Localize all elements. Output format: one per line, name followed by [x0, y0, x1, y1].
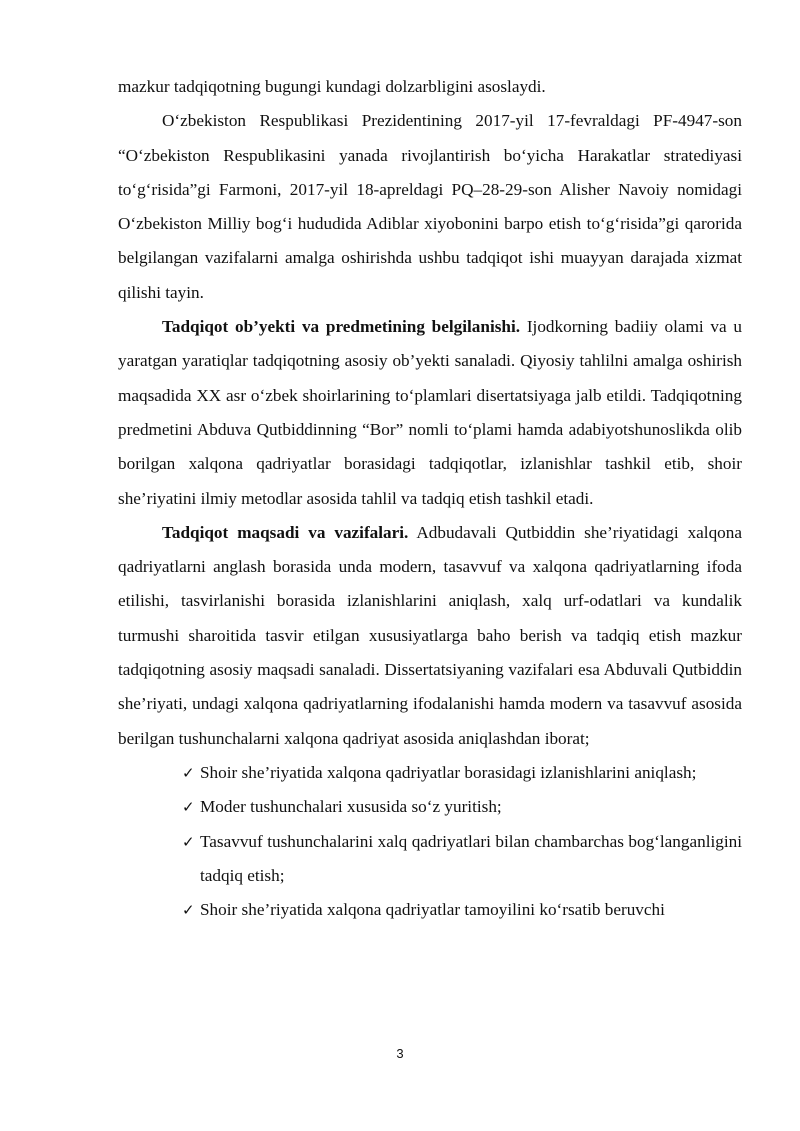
- list-item-text: Moder tushunchalari xususida so‘z yuritish;: [200, 797, 502, 817]
- task-list: [118, 756, 742, 927]
- paragraph-legal-basis: O‘zbekiston Respublikasi Prezidentining 2017-yil 17-fevraldagi PF-4947-son “O‘zbekiston Respublikasini yanada rivojlantirish bo‘yicha Harakatlar stratediyasi to‘g‘risida”gi Farmoni, 2017-yil 18-apreldagi PQ–28-29-son Alisher Navoiy nomidagi O‘zbekiston Milliy bog‘i hududida Adiblar xiyobonini barpo etish to‘g‘risida”gi qarorida belgilangan vazifalarni amalga oshirishda ushbu tadqiqot ishi muayyan darajada xizmat qilishi tayin.: [118, 111, 742, 302]
- paragraph-goals-tasks: [118, 516, 742, 756]
- checkmark-icon: ✓: [182, 763, 195, 782]
- checkmark-icon: ✓: [182, 798, 195, 817]
- document-page: [118, 70, 742, 927]
- checkmark-icon: ✓: [182, 832, 195, 851]
- section-body-object: Ijodkorning badiiy olami va u yaratgan yaratiqlar tadqiqotning asosiy ob’yekti sanaladi. Qiyosiy tahlilni amalga oshirish maqsadida XX asr o‘zbek shoirlarining to‘plamlari disertatsiyaga jalb etildi. Tadqiqotning predmetini Abduva Qutbiddinning “Bor” nomli to‘plami hamda adabiyotshunoslikda olib borilgan xalqona qadriyatlar borasidagi tadqiqotlar, izlanishlar tashkil etib, shoir she’riyatini ilmiy metodlar asosida tahlil va tadqiq etish tashkil etadi.: [118, 317, 742, 508]
- section-heading-object: Tadqiqot ob’yekti va predmetining belgilanishi.: [162, 317, 521, 337]
- checkmark-icon: ✓: [182, 901, 195, 920]
- list-item: [182, 790, 742, 824]
- paragraph-object-subject: [118, 310, 742, 516]
- list-item: [182, 825, 742, 894]
- list-item-text: Shoir she’riyatida xalqona qadriyatlar tamoyilini ko‘rsatib beruvchi: [200, 900, 665, 920]
- list-item: [182, 893, 742, 927]
- list-item: [182, 756, 742, 790]
- page-number: 3: [396, 1046, 404, 1061]
- section-heading-goals: Tadqiqot maqsadi va vazifalari.: [162, 522, 409, 542]
- paragraph-intro-end: mazkur tadqiqotning bugungi kundagi dolzarbligini asoslaydi.: [118, 77, 546, 96]
- section-body-goals: Adbudavali Qutbiddin she’riyatidagi xalqona qadriyatlarni anglash borasida unda modern, tasavvuf va xalqona qadriyatlarning ifoda etilishi, tasvirlanishi borasida izlanishlarini aniqlash, xalq urf-odatlari va kundalik turmushi sharoitida tasvir etilgan xususiyatlarga baho berish va tadqiq etish mazkur tadqiqotning asosiy maqsadi sanaladi. Dissertatsiyaning vazifalari esa Abduvali Qutbiddin she’riyati, undagi xalqona qadriyatlarning ifodalanishi hamda modern va tasavvuf asosida berilgan tushunchalarni xalqona qadriyat asosida aniqlashdan iborat;: [118, 522, 742, 748]
- list-item-text: Shoir she’riyatida xalqona qadriyatlar borasidagi izlanishlarini aniqlash;: [200, 762, 697, 782]
- list-item-text: Tasavvuf tushunchalarini xalq qadriyatlari bilan chambarchas bog‘langanligini tadqiq etish;: [200, 831, 742, 885]
